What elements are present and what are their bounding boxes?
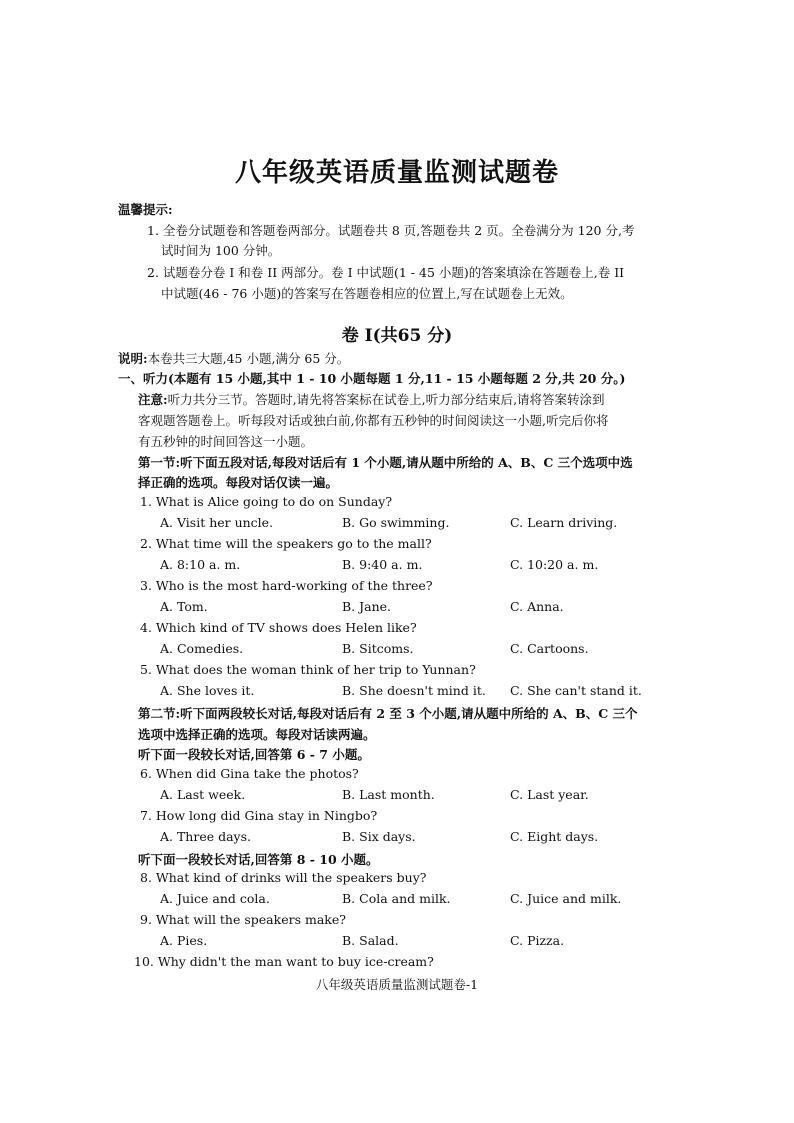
question-6-option-c: C. Last year. [510,787,589,802]
question-8-option-a: A. Juice and cola. [160,891,270,906]
question-2-option-c: C. 10:20 a. m. [510,557,599,572]
question-4: 4. Which kind of TV shows does Helen like? [140,620,417,635]
tips-item-1-line-2: 试时间为 100 分钟。 [161,243,281,258]
question-2-option-a: A. 8:10 a. m. [160,557,241,572]
sub-section-1-line-2: 择正确的选项。每段对话仅读一遍。 [138,475,339,490]
question-5-option-c: C. She can't stand it. [510,683,642,698]
question-10: 10. Why didn't the man want to buy ice-cream? [134,954,434,969]
question-3-option-b: B. Jane. [342,599,392,614]
long-dialogue-1-instruction: 听下面一段较长对话,回答第 6 - 7 小题。 [138,747,370,762]
question-7: 7. How long did Gina stay in Ningbo? [140,808,378,823]
question-7-option-b: B. Six days. [342,829,416,844]
sub-section-2-line-2: 选项中选择正确的选项。每段对话读两遍。 [138,727,376,742]
question-5: 5. What does the woman think of her trip to Yunnan? [140,662,476,677]
question-7-option-a: A. Three days. [160,829,252,844]
question-8-option-b: B. Cola and milk. [342,891,451,906]
section-note-label: 说明: [118,351,148,366]
section-note-text: 本卷共三大题,45 小题,满分 65 分。 [147,351,350,366]
question-8: 8. What kind of drinks will the speakers buy? [140,870,427,885]
question-1: 1. What is Alice going to do on Sunday? [140,494,393,509]
question-3-option-c: C. Anna. [510,599,564,614]
notice-text-1: 听力共分三节。答题时,请先将答案标在试卷上,听力部分结束后,请将答案转涂到 [167,392,605,407]
question-5-option-b: B. She doesn't mind it. [342,683,486,698]
long-dialogue-2-instruction: 听下面一段较长对话,回答第 8 - 10 小题。 [138,852,379,867]
notice-line-2: 客观题答题卷上。听每段对话或独白前,你都有五秒钟的时间阅读这一小题,听完后你将 [138,413,609,428]
section-title: 卷 I(共65 分) [341,326,453,346]
question-6-option-a: A. Last week. [160,787,246,802]
question-9: 9. What will the speakers make? [140,912,346,927]
question-7-option-c: C. Eight days. [510,829,599,844]
notice-label: 注意: [138,392,168,407]
question-4-option-b: B. Sitcoms. [342,641,414,656]
question-6: 6. When did Gina take the photos? [140,766,359,781]
part1-heading: 一、听力(本题有 15 小题,其中 1 - 10 小题每题 1 分,11 - 15 小题每题 2 分,共 20 分。) [118,371,626,386]
question-2: 2. What time will the speakers go to the mall? [140,536,432,551]
question-4-option-a: A. Comedies. [160,641,244,656]
section-note [118,349,349,367]
tips-item-2-line-2: 中试题(46 - 76 小题)的答案写在答题卷相应的位置上,写在试题卷上无效。 [161,286,573,301]
tips-item-1-line-1: 1. 全卷分试题卷和答题卷两部分。试题卷共 8 页,答题卷共 2 页。全卷满分为 120 分,考 [147,223,635,238]
sub-section-1-line-1: 第一节:听下面五段对话,每段对话后有 1 个小题,请从题中所给的 A、B、C 三个选项中选 [138,455,633,470]
page-title: 八年级英语质量监测试题卷 [234,158,559,188]
question-1-option-b: B. Go swimming. [342,515,450,530]
question-9-option-b: B. Salad. [342,933,399,948]
question-3: 3. Who is the most hard-working of the three? [140,578,433,593]
question-8-option-c: C. Juice and milk. [510,891,622,906]
tips-item-2-line-1: 2. 试题卷分卷 I 和卷 II 两部分。卷 I 中试题(1 - 45 小题)的答案填涂在答题卷上,卷 II [147,265,625,280]
tips-heading: 温馨提示: [118,202,173,217]
question-5-option-a: A. She loves it. [160,683,255,698]
question-9-option-c: C. Pizza. [510,933,565,948]
notice-line-3: 有五秒钟的时间回答这一小题。 [138,434,314,449]
question-3-option-a: A. Tom. [160,599,208,614]
page-footer: 八年级英语质量监测试题卷-1 [315,977,479,992]
question-2-option-b: B. 9:40 a. m. [342,557,423,572]
question-4-option-c: C. Cartoons. [510,641,589,656]
notice-line-1 [138,390,605,408]
question-1-option-c: C. Learn driving. [510,515,618,530]
question-1-option-a: A. Visit her uncle. [160,515,274,530]
question-9-option-a: A. Pies. [160,933,208,948]
sub-section-2-line-1: 第二节:听下面两段较长对话,每段对话后有 2 至 3 个小题,请从题中所给的 A、B、C 三个 [138,706,638,721]
question-6-option-b: B. Last month. [342,787,435,802]
